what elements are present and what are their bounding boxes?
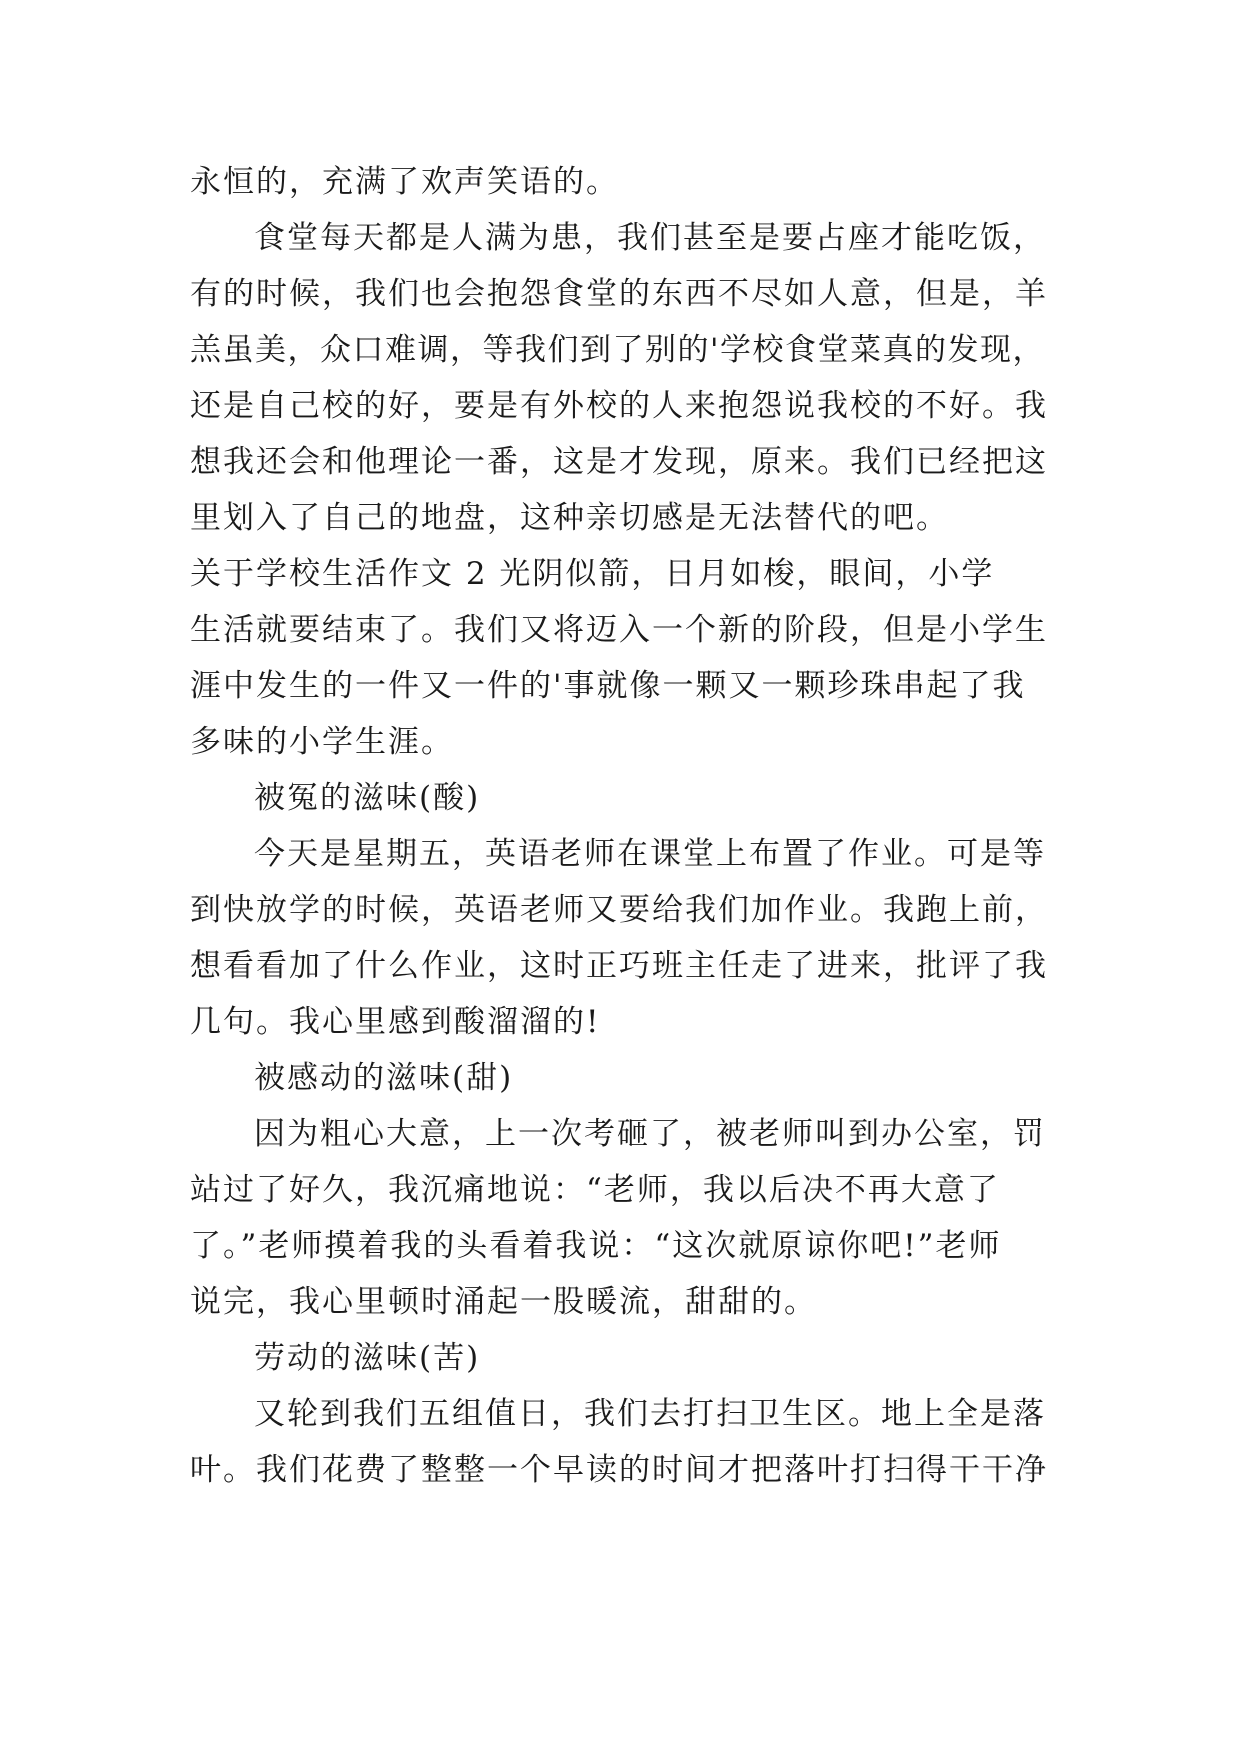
text-line: 了。”老师摸着我的头看着我说：“这次就原谅你吧!”老师 [190,1228,1002,1264]
subheading-bitter: 劳动的滋味(苦) [254,1340,481,1376]
text-line: 永恒的，充满了欢声笑语的。 [190,164,619,200]
subheading-sour: 被冤的滋味(酸) [254,780,481,816]
text-line: 几句。我心里感到酸溜溜的! [190,1004,601,1040]
text-line: 还是自己校的好，要是有外校的人来抱怨说我校的不好。我 [190,388,1048,424]
text-line: 生活就要结束了。我们又将迈入一个新的阶段，但是小学生 [190,612,1048,648]
text-line: 多味的小学生涯。 [190,724,454,760]
text-line: 涯中发生的一件又一件的'事就像一颗又一颗珍珠串起了我 [190,668,1026,704]
text-line: 又轮到我们五组值日，我们去打扫卫生区。地上全是落 [254,1396,1046,1432]
text-line: 今天是星期五，英语老师在课堂上布置了作业。可是等 [254,836,1046,872]
text-line: 食堂每天都是人满为患，我们甚至是要占座才能吃饭， [254,220,1046,256]
text-line: 到快放学的时候，英语老师又要给我们加作业。我跑上前， [190,892,1048,928]
text-line: 叶。我们花费了整整一个早读的时间才把落叶打扫得干干净 [190,1452,1048,1488]
text-line: 羔虽美，众口难调，等我们到了别的'学校食堂菜真的发现， [190,332,1046,368]
text-line: 站过了好久，我沉痛地说：“老师，我以后决不再大意了 [190,1172,1000,1208]
subheading-sweet: 被感动的滋味(甜) [254,1060,514,1096]
text-line: 说完，我心里顿时涌起一股暖流，甜甜的。 [190,1284,817,1320]
section-heading-line: 关于学校生活作文 2 光阴似箭，日月如梭，眼间，小学 [190,556,995,592]
text-line: 想我还会和他理论一番，这是才发现，原来。我们已经把这 [190,444,1048,480]
text-line: 里划入了自己的地盘，这种亲切感是无法替代的吧。 [190,500,949,536]
text-line: 有的时候，我们也会抱怨食堂的东西不尽如人意，但是，羊 [190,276,1048,312]
text-line: 想看看加了什么作业，这时正巧班主任走了进来，批评了我 [190,948,1048,984]
text-line: 因为粗心大意，上一次考砸了，被老师叫到办公室，罚 [254,1116,1046,1152]
